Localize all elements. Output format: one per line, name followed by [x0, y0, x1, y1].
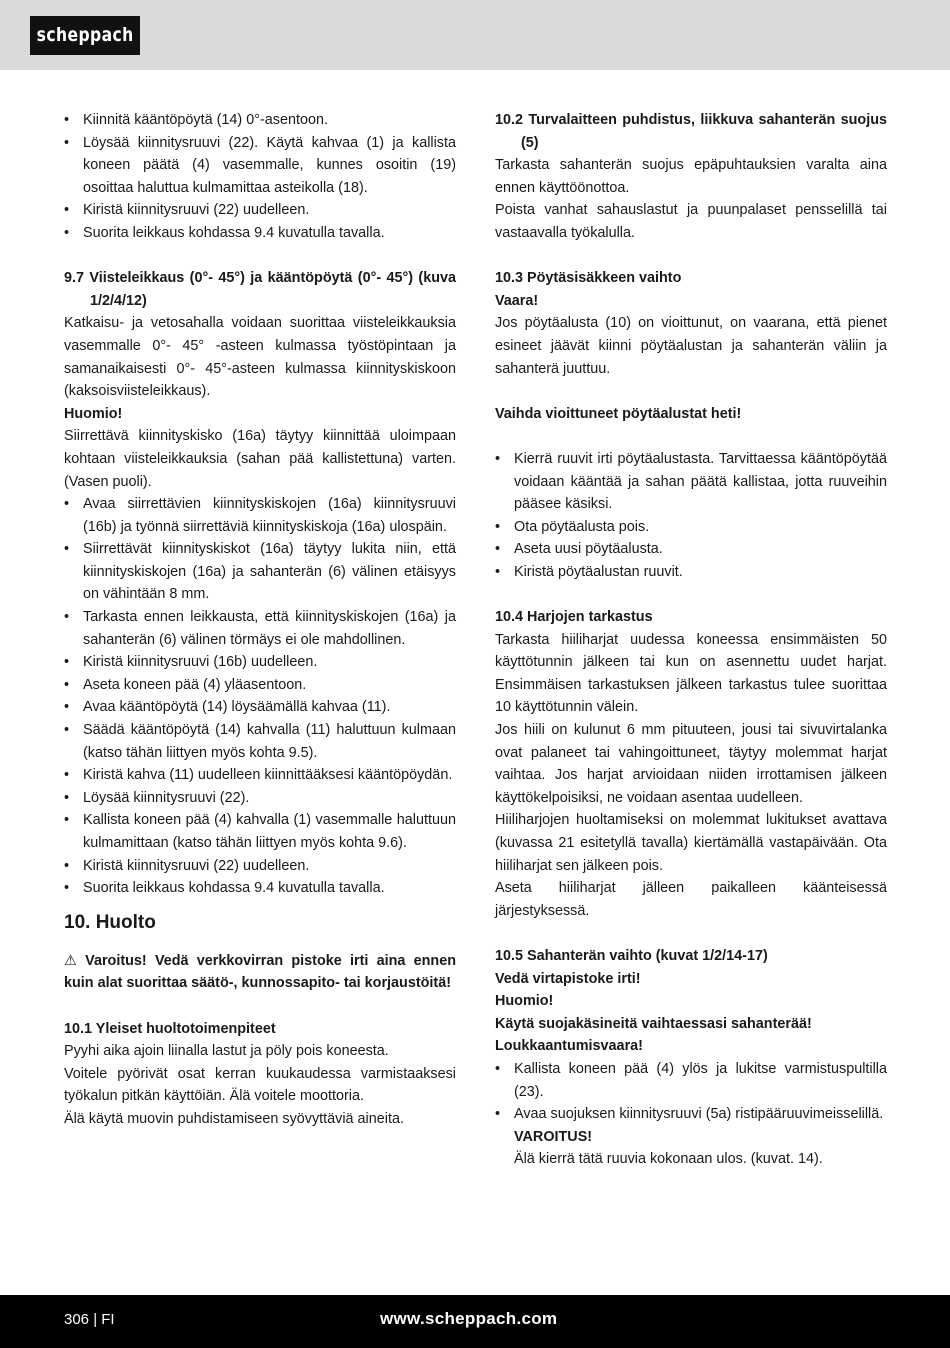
page-number: 306 | FI: [64, 1311, 115, 1328]
list-item: • Tarkasta ennen leikkausta, että kiinnityskiskojen (16a) ja sahanterän (6) välinen törmäys ei ole mahdollinen.: [64, 606, 456, 651]
paragraph: Pyyhi aika ajoin liinalla lastut ja pöly pois koneesta.: [64, 1043, 389, 1060]
list-item: • Kierrä ruuvit irti pöytäalustasta. Tarvittaessa kääntöpöytää voidaan kääntää ja sahan päätä kallistaa, jotta ruuveihin pääsee käsiksi.: [495, 448, 887, 516]
bold-line: Huomio!: [495, 993, 554, 1010]
list-item: • Kallista koneen pää (4) ylös ja lukitse varmistuspultilla (23).: [495, 1058, 887, 1103]
list-item: • Avaa siirrettävien kiinnityskiskojen (16a) kiinnitysruuvi (16b) ja työnnä siirrettäviä kiinnityskiskoja (16a) ulospäin.: [64, 493, 456, 538]
warning-text: Älä kierrä tätä ruuvia kokonaan ulos. (kuvat. 14).: [514, 1151, 823, 1168]
list-item: • Kiristä kiinnitysruuvi (16b) uudelleen.: [64, 651, 456, 674]
left-column: [64, 109, 456, 1131]
paragraph: Tarkasta hiiliharjat uudessa koneessa ensimmäisten 50 käyttötunnin jälkeen tai kun on asennettu uudet harjat. Ensimmäisen tarkastuksen jälkeen tarkastus tulee suorittaa 10 käyttötunnin välein.: [495, 631, 887, 716]
note-text: Siirrettävä kiinnityskisko (16a) täytyy kiinnittää uloimpaan kohtaan viisteleikkauksia (sahan pää kallistettuna) varten. (Vasen puoli).: [64, 428, 456, 490]
paragraph: Tarkasta sahanterän suojus epäpuhtauksien varalta aina ennen käyttöönottoa.: [495, 157, 887, 196]
list-item: • Löysää kiinnitysruuvi (22). Käytä kahvaa (1) ja kallista koneen päätä (4) vasemmalle, kunnes osoitin (19) osoittaa haluttua kulmamittaa asteikolla (18).: [64, 132, 456, 200]
warning-triangle-icon: ⚠: [64, 952, 77, 969]
list-item: • Kiristä kiinnitysruuvi (22) uudelleen.: [64, 199, 456, 222]
replace-instruction: Vaihda vioittuneet pöytäalustat heti!: [495, 405, 742, 422]
warning-paragraph: [64, 950, 456, 995]
danger-label: Vaara!: [495, 292, 539, 309]
paragraph: Aseta hiiliharjat jälleen paikalleen käänteisessä järjestyksessä.: [495, 880, 887, 919]
section-10-1-heading: 10.1 Yleiset huoltotoimenpiteet: [64, 1020, 276, 1037]
list-item: • Kallista koneen pää (4) kahvalla (1) vasemmalle haluttuun kulmamittaan (katso tähän liittyen myös kohta 9.6).: [64, 809, 456, 854]
warning-label: VAROITUS!: [514, 1128, 593, 1145]
paragraph: Älä käytä muovin puhdistamiseen syövyttäviä aineita.: [64, 1110, 404, 1127]
section-10-5-heading: 10.5 Sahanterän vaihto (kuvat 1/2/14-17): [495, 947, 768, 964]
section-9-7-heading: 9.7 Viisteleikkaus (0°- 45°) ja kääntöpöytä (0°- 45°) (kuva 1/2/4/12): [64, 270, 456, 309]
bullet-list-10-5: [495, 1058, 887, 1171]
list-item: • Säädä kääntöpöytä (14) kahvalla (11) haluttuun kulmaan (katso tähän liittyen myös kohta 9.5).: [64, 719, 456, 764]
list-item: • Kiristä kahva (11) uudelleen kiinnittääksesi kääntöpöydän.: [64, 764, 456, 787]
list-item: • Kiinnitä kääntöpöytä (14) 0°-asentoon.: [64, 109, 456, 132]
section-10-3-heading: 10.3 Pöytäsisäkkeen vaihto: [495, 270, 682, 287]
bullet-list-10-3: [495, 448, 887, 584]
bold-line: Käytä suojakäsineitä vaihtaessasi sahanterää!: [495, 1015, 812, 1032]
paragraph: Voitele pyörivät osat kerran kuukaudessa varmistaaksesi työkalun pitkän käyttöiän. Älä voitele moottoria.: [64, 1065, 456, 1105]
paragraph: Hiiliharjojen huoltamiseksi on molemmat lukitukset avattava (kuvassa 21 esitetyllä tavalla) kiertämällä vastapäivään. Ota hiiliharjat sen jälkeen pois.: [495, 812, 887, 874]
website-link: www.scheppach.com: [380, 1309, 558, 1328]
bullet-list-top: [64, 109, 456, 245]
bullet-list-9-7: [64, 493, 456, 900]
paragraph: Jos pöytäalusta (10) on vioittunut, on vaarana, että pienet esineet jäävät kiinni pöytäalustan ja sahanterän väliin ja sahanterä juuttuu.: [495, 315, 887, 377]
paragraph: Poista vanhat sahauslastut ja puunpalaset pensselillä tai vastaavalla työkalulla.: [495, 202, 887, 241]
list-item: • Suorita leikkaus kohdassa 9.4 kuvatulla tavalla.: [64, 222, 456, 245]
scheppach-logo: scheppach: [30, 16, 140, 55]
page-header: [0, 0, 950, 70]
section-10-heading: 10. Huolto: [64, 911, 156, 933]
page-footer: [0, 1295, 950, 1348]
list-item: • Kiristä kiinnitysruuvi (22) uudelleen.: [64, 855, 456, 878]
list-item: • Siirrettävät kiinnityskiskot (16a) täytyy lukita niin, että kiinnityskiskojen (16a) ja sahanterän (6) välinen etäisyys on vähintään 8 mm.: [64, 538, 456, 606]
list-item: • Avaa kääntöpöytä (14) löysäämällä kahvaa (11).: [64, 696, 456, 719]
warning-text: Varoitus! Vedä verkkovirran pistoke irti aina ennen kuin alat suorittaa säätö-, kunnossapito- tai korjaustöitä!: [64, 952, 457, 992]
list-item: • Aseta koneen pää (4) yläasentoon.: [64, 674, 456, 697]
note-label: Huomio!: [64, 405, 123, 422]
bold-line: Loukkaantumisvaara!: [495, 1038, 643, 1055]
list-item: • Löysää kiinnitysruuvi (22).: [64, 787, 456, 810]
list-item: • Kiristä pöytäalustan ruuvit.: [495, 561, 887, 584]
bold-line: Vedä virtapistoke irti!: [495, 970, 641, 987]
section-10-2-heading: 10.2 Turvalaitteen puhdistus, liikkuva sahanterän suojus (5): [495, 112, 887, 151]
section-9-7-paragraph: Katkaisu- ja vetosahalla voidaan suorittaa viisteleikkauksia vasemmalle 0°- 45° -asteen kulmassa työstöpintaan ja samanaikaisesti 0°- 45°-asteen kulmassa kiinnityskiskoon (kaksoisviisteleikkaus).: [64, 315, 456, 400]
list-item: • Suorita leikkaus kohdassa 9.4 kuvatulla tavalla.: [64, 877, 456, 900]
paragraph: Jos hiili on kulunut 6 mm pituuteen, jousi tai sivuvirtalanka ovat palaneet tai vahingoittuneet, täytyy molemmat harjat vaihtaa. Jos harjat arvioidaan niiden irrottamisen jälkeen käyttökelpoisiksi, ne voidaan asentaa uudelleen.: [495, 722, 887, 806]
right-column: [495, 109, 887, 1171]
list-item: • Aseta uusi pöytäalusta.: [495, 538, 887, 561]
list-item: • Avaa suojuksen kiinnitysruuvi (5a) ristipääruuvimeisselillä.: [495, 1103, 887, 1126]
section-10-4-heading: 10.4 Harjojen tarkastus: [495, 609, 653, 626]
list-item: • Ota pöytäalusta pois.: [495, 516, 887, 539]
